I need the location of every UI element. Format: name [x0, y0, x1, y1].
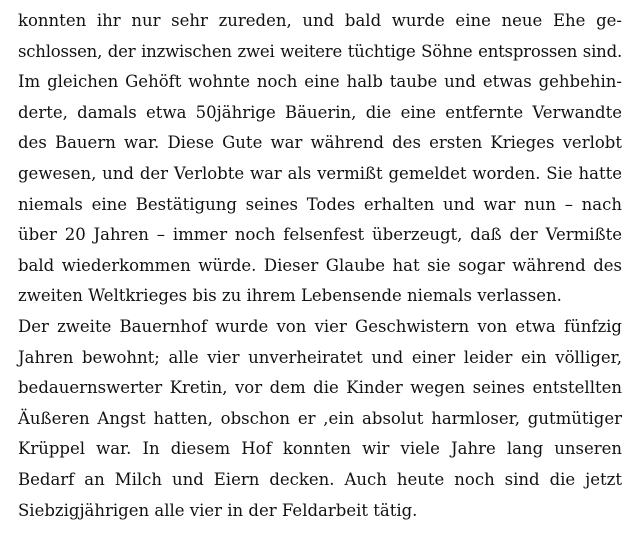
document-page	[18, 6, 622, 526]
paragraph-1	[18, 6, 622, 312]
text-line: Der zweite Bauernhof wurde von vier Geschwistern von etwa fünfzig	[18, 316, 622, 336]
text-line: gewesen, und der Verlobte war als vermißt gemeldet worden. Sie hatte	[18, 163, 622, 183]
text-line: bald wiederkommen würde. Dieser Glaube hat sie sogar während des	[18, 255, 622, 275]
text-line: zweiten Weltkrieges bis zu ihrem Lebensende niemals verlassen.	[18, 286, 562, 306]
text-line: des Bauern war. Diese Gute war während des ersten Krieges verlobt	[18, 133, 622, 153]
text-line: Im gleichen Gehöft wohnte noch eine halb taube und etwas gehbehin-	[18, 72, 622, 92]
text-line: Jahren bewohnt; alle vier unverheiratet und einer leider ein völliger,	[18, 347, 622, 367]
text-line: konnten ihr nur sehr zureden, und bald wurde eine neue Ehe ge-	[18, 11, 622, 30]
text-line: bedauernswerter Kretin, vor dem die Kinder wegen seines entstellten	[18, 378, 622, 398]
paragraph-2	[18, 312, 622, 526]
text-line: schlossen, der inzwischen zwei weitere tüchtige Söhne entsprossen sind.	[18, 41, 622, 61]
text-line: Äußeren Angst hatten, obschon er ,ein absolut harmloser, gutmütiger	[18, 408, 622, 428]
text-line: über 20 Jahren – immer noch felsenfest überzeugt, daß der Vermißte	[18, 225, 622, 245]
text-line: Krüppel war. In diesem Hof konnten wir viele Jahre lang unseren	[18, 439, 622, 459]
text-line: derte, damals etwa 50jährige Bäuerin, die eine entfernte Verwandte	[18, 102, 622, 122]
text-line: Bedarf an Milch und Eiern decken. Auch heute noch sind die jetzt	[18, 469, 622, 489]
text-line: niemals eine Bestätigung seines Todes erhalten und war nun – nach	[18, 194, 622, 214]
text-line: Siebzigjährigen alle vier in der Feldarbeit tätig.	[18, 500, 418, 520]
